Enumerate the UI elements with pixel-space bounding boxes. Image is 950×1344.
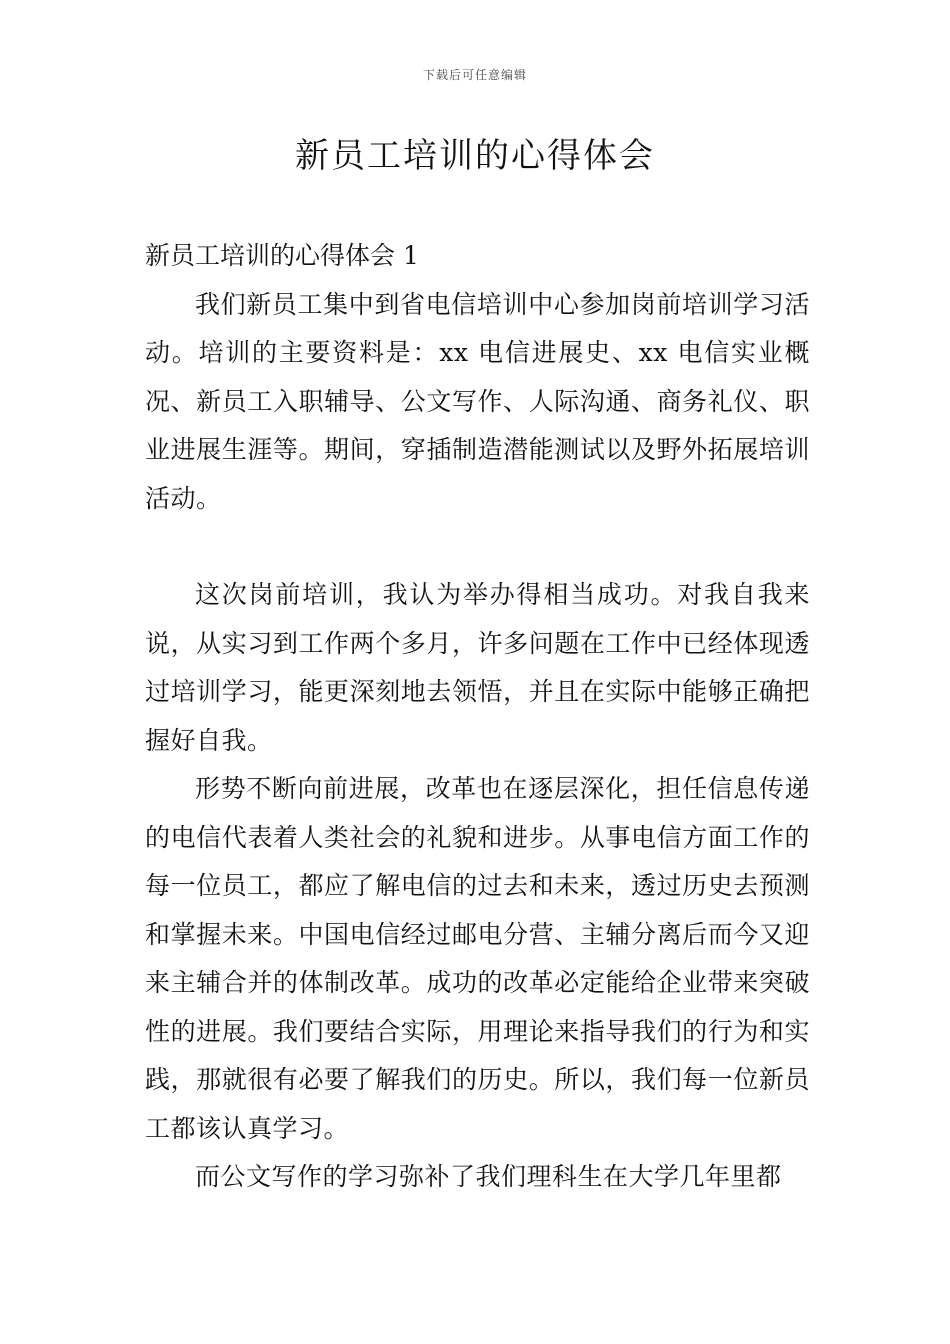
document-body — [145, 232, 810, 1202]
document-title: 新员工培训的心得体会 — [295, 136, 655, 176]
paragraph: 我们新员工集中到省电信培训中心参加岗前培训学习活动。培训的主要资料是：xx 电信进展史、xx 电信实业概况、新员工入职辅导、公文写作、人际沟通、商务礼仪、职业进展生涯等。期间，穿插制造潜能测试以及野外拓展培训活动。 — [145, 289, 810, 513]
section-heading: 新员工培训的心得体会 1 — [145, 241, 419, 270]
paragraph: 而公文写作的学习弥补了我们理科生在大学几年里都 — [195, 1162, 782, 1191]
paragraph: 这次岗前培训，我认为举办得相当成功。对我自我来说，从实习到工作两个多月，许多问题在工作中已经体现透过培训学习，能更深刻地去领悟，并且在实际中能够正确把握好自我。 — [145, 580, 810, 755]
paragraph-gap — [145, 523, 810, 571]
paragraph: 形势不断向前进展，改革也在逐层深化，担任信息传递的电信代表着人类社会的礼貌和进步。从事电信方面工作的每一位员工，都应了解电信的过去和未来，透过历史去预测和掌握未来。中国电信经过邮电分营、主辅分离后而今又迎来主辅合并的体制改革。成功的改革必定能给企业带来突破性的进展。我们要结合实际，用理论来指导我们的行为和实践，那就很有必要了解我们的历史。所以，我们每一位新员工都该认真学习。 — [145, 774, 810, 1143]
header-note: 下载后可任意编辑 — [422, 68, 527, 82]
